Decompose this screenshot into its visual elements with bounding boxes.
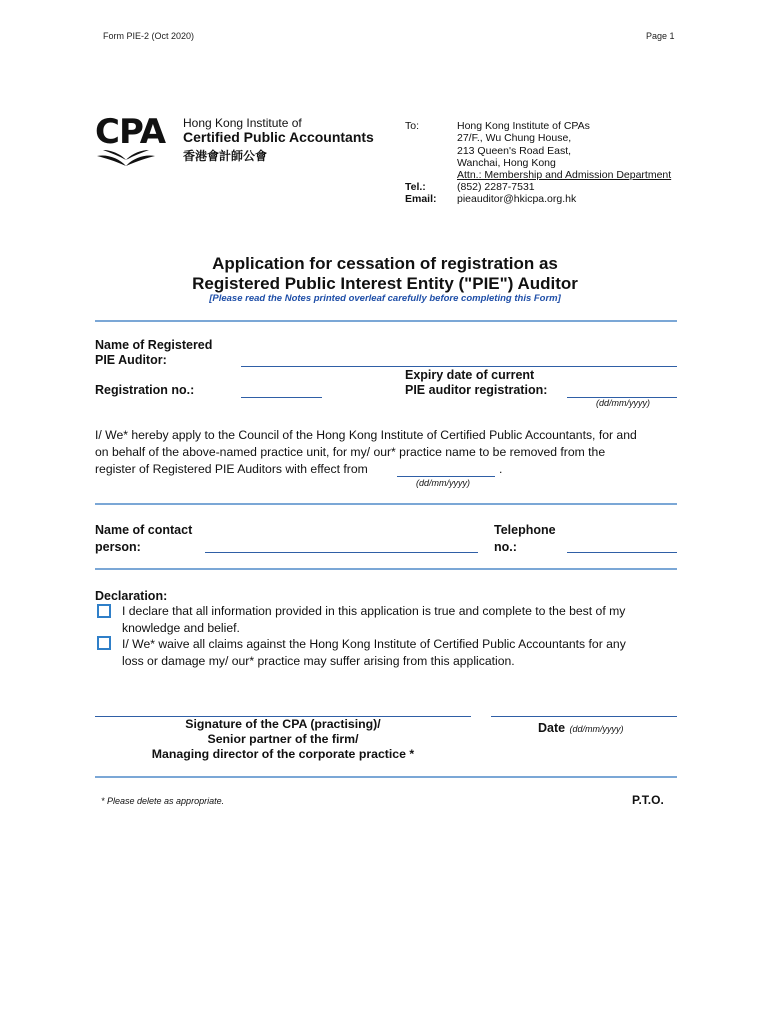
footer-note: * Please delete as appropriate. (101, 796, 225, 806)
tel-value: (852) 2287-7531 (457, 181, 535, 193)
application-period: . (499, 462, 503, 476)
signature-date-label: Date (dd/mm/yyyy) (538, 721, 624, 735)
to-address (457, 120, 671, 181)
section-divider (95, 320, 677, 322)
contact-person-label: Name of contact person: (95, 523, 193, 554)
signature-label: Signature of the CPA (practising)/ Senior partner of the firm/ Managing director of the corporate practice * (151, 717, 415, 761)
declaration-item-2: I/ We* waive all claims against the Hong Kong Institute of Certified Public Accountants for any loss or damage my/ our* practice may suffer arising from this application. (122, 637, 626, 668)
logo-org-chinese: 香港會計師公會 (183, 149, 268, 163)
pto-label: P.T.O. (632, 793, 664, 807)
declaration-item-1: I declare that all information provided in this application is true and complete to the best of my knowledge and belief. (122, 604, 626, 635)
address-line: Hong Kong Institute of CPAs (457, 120, 590, 132)
tel-label: Tel.: (405, 181, 426, 193)
form-id: Form PIE-2 (Oct 2020) (103, 31, 195, 41)
effective-date-format: (dd/mm/yyyy) (416, 478, 470, 488)
section-divider (95, 568, 677, 570)
signature-date-field[interactable] (491, 716, 677, 717)
expiry-date-format: (dd/mm/yyyy) (596, 398, 650, 408)
hkicpa-logo (95, 114, 395, 174)
expiry-date-label: Expiry date of current PIE auditor registration: (405, 368, 548, 397)
to-label: To: (405, 120, 420, 132)
registration-no-field[interactable] (241, 397, 322, 398)
page-number: Page 1 (646, 31, 675, 41)
telephone-label: Telephone no.: (494, 523, 556, 554)
logo-org-line2: Certified Public Accountants (183, 129, 374, 145)
section-divider (95, 503, 677, 505)
title-line1: Application for cessation of registration as (212, 254, 558, 273)
pie-auditor-name-label: Name of Registered PIE Auditor: (95, 338, 213, 367)
form-title (0, 254, 770, 294)
pie-auditor-name-field[interactable] (241, 366, 677, 367)
registration-no-label: Registration no.: (95, 383, 195, 397)
address-line: 213 Queen's Road East, (457, 144, 572, 157)
declaration-checkbox-1[interactable] (97, 604, 111, 618)
section-divider (95, 776, 677, 778)
title-line2: Registered Public Interest Entity ("PIE") Auditor (192, 274, 578, 293)
declaration-heading: Declaration: (95, 589, 168, 603)
logo-org-line1: Hong Kong Institute of (183, 116, 302, 130)
address-line: 27/F., Wu Chung House, (457, 132, 572, 145)
form-note: [Please read the Notes printed overleaf carefully before completing this Form] (209, 293, 561, 304)
email-value[interactable]: pieauditor@hkicpa.org.hk (457, 193, 577, 205)
application-paragraph: I/ We* hereby apply to the Council of the Hong Kong Institute of Certified Public Accountants, for and on behalf of the above-named practice unit, for my/ our* practice name to be removed from the register of Registered PIE Auditors with effect from (95, 427, 695, 478)
application-line3: register of Registered PIE Auditors with effect from (95, 462, 368, 476)
email-label: Email: (405, 193, 437, 205)
contact-person-field[interactable] (205, 552, 478, 553)
leaf-icon (97, 148, 155, 168)
effective-date-field[interactable] (397, 476, 495, 477)
address-line: Wanchai, Hong Kong (457, 156, 556, 169)
telephone-field[interactable] (567, 552, 677, 553)
declaration-checkbox-2[interactable] (97, 636, 111, 650)
logo-mark: CPA (95, 112, 166, 152)
address-line: Attn.: Membership and Admission Department (457, 169, 672, 182)
